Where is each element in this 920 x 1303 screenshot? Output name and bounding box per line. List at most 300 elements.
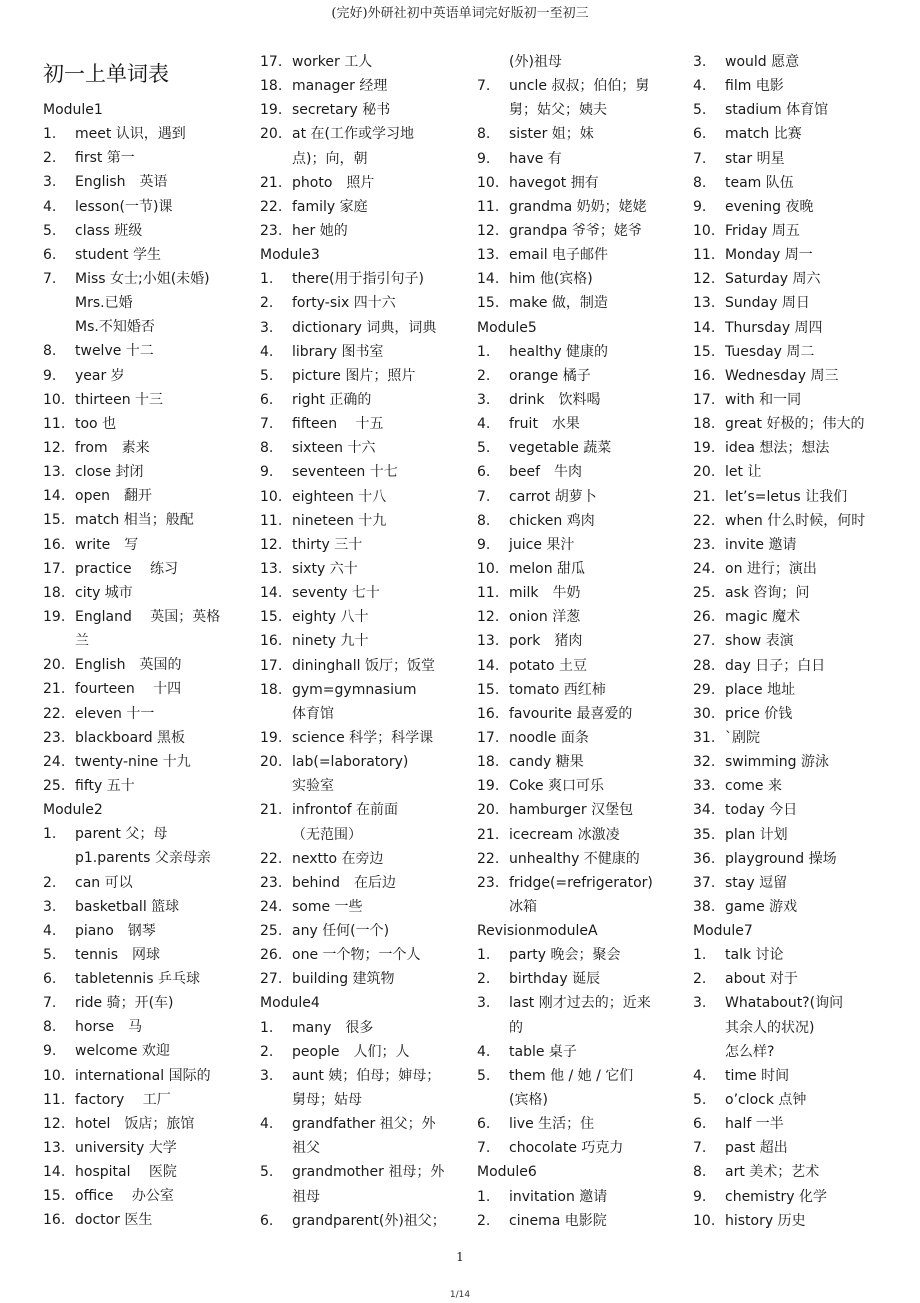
- vocab-item: [693, 702, 883, 726]
- vocab-number: 9.: [43, 1043, 57, 1060]
- vocab-text: time 时间: [725, 1067, 790, 1084]
- vocab-number: 37.: [693, 874, 716, 891]
- vocab-number: 32.: [693, 754, 716, 771]
- vocab-item: [43, 822, 233, 846]
- vocab-item: [260, 412, 450, 436]
- vocab-text: seventy 七十: [292, 585, 380, 602]
- vocab-text: 点)；向，朝: [292, 150, 368, 167]
- vocab-item: [477, 436, 667, 460]
- vocab-item: [477, 460, 667, 484]
- vocab-text: would 愿意: [725, 54, 800, 70]
- vocab-item: [43, 146, 233, 170]
- module-heading-text: Module5: [477, 319, 537, 336]
- vocab-text: past 超出: [725, 1140, 788, 1157]
- vocab-item: [693, 219, 883, 243]
- vocab-text: eighteen 十八: [292, 488, 387, 505]
- vocab-text: building 建筑物: [292, 971, 395, 988]
- vocab-number: 2.: [693, 971, 707, 988]
- vocab-item: [43, 267, 233, 291]
- vocab-item: [693, 460, 883, 484]
- vocab-item: [477, 243, 667, 267]
- vocab-item: [693, 291, 883, 315]
- vocab-item: [260, 1064, 450, 1088]
- vocab-item: [477, 219, 667, 243]
- vocab-item: [693, 654, 883, 678]
- vocab-continuation: [260, 147, 450, 171]
- vocab-number: 5.: [43, 946, 57, 963]
- vocab-number: 4.: [477, 416, 491, 433]
- vocab-number: 23.: [260, 874, 283, 891]
- vocab-number: 5.: [260, 367, 274, 384]
- vocab-continuation: [477, 1088, 667, 1112]
- vocab-item: [260, 750, 450, 774]
- vocab-text: invite 邀请: [725, 536, 797, 553]
- vocab-text: Ms.不知婚否: [75, 319, 155, 336]
- vocab-number: 12.: [260, 536, 283, 553]
- vocab-item: [693, 364, 883, 388]
- vocab-item: [693, 340, 883, 364]
- vocab-text: ride 骑；开(车): [75, 995, 174, 1012]
- vocab-text: manager 经理: [292, 78, 388, 95]
- vocab-item: [43, 388, 233, 412]
- vocab-item: [43, 895, 233, 919]
- vocab-item: [43, 122, 233, 146]
- vocab-text: science 科学；科学课: [292, 729, 434, 746]
- vocab-number: 23.: [477, 874, 500, 891]
- vocab-text: team 队伍: [725, 174, 794, 191]
- vocab-item: [477, 533, 667, 557]
- vocab-number: 13.: [693, 295, 716, 312]
- vocab-item: [477, 871, 667, 895]
- vocab-text: party 晚会；聚会: [509, 947, 621, 964]
- vocab-item: [477, 364, 667, 388]
- vocab-text: 兰: [75, 633, 89, 650]
- vocab-item: [693, 895, 883, 919]
- vocab-number: 18.: [43, 584, 66, 601]
- vocab-item: [693, 509, 883, 533]
- vocab-text: there(用于指引句子): [292, 271, 424, 288]
- vocab-number: 3.: [477, 391, 491, 408]
- vocab-item: [43, 677, 233, 701]
- vocab-continuation: [43, 846, 233, 870]
- vocab-number: 2.: [260, 1043, 274, 1060]
- vocab-text: any 任何(一个): [292, 923, 390, 940]
- vocab-number: 25.: [693, 585, 716, 602]
- vocab-item: [693, 1185, 883, 1209]
- vocab-item: [260, 509, 450, 533]
- vocab-continuation: [260, 1136, 450, 1160]
- vocab-item: [260, 678, 450, 702]
- vocab-number: 5.: [477, 1067, 491, 1084]
- vocab-number: 22.: [477, 850, 500, 867]
- vocab-number: 7.: [693, 150, 707, 167]
- vocab-number: 12.: [693, 271, 716, 288]
- vocab-number: 14.: [43, 1164, 66, 1181]
- vocab-item: [693, 533, 883, 557]
- vocab-text: stadium 体育馆: [725, 102, 829, 119]
- vocab-number: 5.: [260, 1164, 274, 1181]
- vocab-number: 17.: [477, 729, 500, 746]
- vocab-item: [693, 171, 883, 195]
- vocab-continuation: [693, 1016, 883, 1040]
- vocab-number: 16.: [43, 1212, 66, 1229]
- vocab-text: write 写: [75, 536, 139, 553]
- vocab-number: 14.: [693, 319, 716, 336]
- vocab-text: factory 工厂: [75, 1091, 171, 1108]
- vocab-number: 11.: [43, 415, 66, 432]
- vocab-item: [260, 340, 450, 364]
- vocab-item: [43, 412, 233, 436]
- vocab-item: [43, 1208, 233, 1232]
- vocab-number: 24.: [693, 560, 716, 577]
- vocab-text: dininghall 饭厅；饭堂: [292, 657, 435, 674]
- vocab-number: 18.: [477, 754, 500, 771]
- vocab-number: 2.: [477, 1212, 491, 1229]
- vocab-item: [43, 581, 233, 605]
- vocab-item: [693, 1064, 883, 1088]
- vocab-text: icecream 冰激凌: [509, 826, 620, 843]
- vocab-text: history 历史: [725, 1212, 806, 1229]
- vocab-continuation: [43, 629, 233, 653]
- vocab-item: [477, 991, 667, 1015]
- vocab-item: [477, 581, 667, 605]
- vocab-text: right 正确的: [292, 391, 372, 408]
- vocab-number: 35.: [693, 826, 716, 843]
- module-heading-text: Module3: [260, 247, 320, 264]
- vocab-text: talk 讨论: [725, 947, 784, 964]
- vocab-text: Miss 女士;小姐(未婚): [75, 270, 210, 287]
- vocab-number: 6.: [477, 1116, 491, 1133]
- vocab-text: swimming 游泳: [725, 754, 830, 771]
- vocab-item: [693, 316, 883, 340]
- vocab-item: [260, 605, 450, 629]
- vocab-text: lab(=laboratory): [292, 754, 409, 771]
- vocab-item: [693, 243, 883, 267]
- vocab-item: [477, 1209, 667, 1233]
- module-heading: [43, 798, 233, 822]
- vocab-number: 21.: [260, 174, 283, 191]
- page-number: 1: [456, 1250, 464, 1264]
- vocab-text: vegetable 蔬菜: [509, 440, 612, 457]
- vocab-number: 5.: [477, 440, 491, 457]
- vocab-number: 22.: [260, 850, 283, 867]
- vocab-item: [43, 1064, 233, 1088]
- vocab-text: `剧院: [725, 729, 760, 746]
- vocab-number: 8.: [477, 126, 491, 143]
- vocab-number: 24.: [43, 753, 66, 770]
- vocab-number: 7.: [477, 1140, 491, 1157]
- vocab-item: [43, 243, 233, 267]
- vocab-text: them 他 / 她 / 它们: [509, 1067, 634, 1084]
- vocab-item: [260, 943, 450, 967]
- vocab-text: healthy 健康的: [509, 343, 609, 360]
- vocab-item: [693, 991, 883, 1015]
- vocab-text: half 一半: [725, 1116, 784, 1133]
- vocab-number: 12.: [43, 1115, 66, 1132]
- vocab-continuation: [260, 702, 450, 726]
- vocab-item: [693, 943, 883, 967]
- vocab-number: 15.: [43, 512, 66, 529]
- vocab-text: nextto 在旁边: [292, 850, 384, 867]
- vocab-number: 3.: [43, 898, 57, 915]
- vocab-number: 20.: [260, 126, 283, 143]
- vocab-text: p1.parents 父亲母亲: [75, 850, 211, 867]
- vocab-item: [477, 967, 667, 991]
- vocab-number: 7.: [43, 995, 57, 1012]
- vocab-number: 1.: [260, 271, 274, 288]
- vocab-text: 舅；姑父；姨夫: [509, 102, 607, 119]
- vocab-text: city 城市: [75, 584, 133, 601]
- vocab-text: nineteen 十九: [292, 512, 387, 529]
- vocab-text: stay 逗留: [725, 874, 788, 891]
- vocab-number: 26.: [693, 609, 716, 626]
- vocab-number: 6.: [43, 971, 57, 988]
- vocab-text: beef 牛肉: [509, 464, 583, 481]
- vocab-item: [43, 726, 233, 750]
- vocab-number: 9.: [477, 150, 491, 167]
- vocab-item: [477, 1040, 667, 1064]
- vocab-number: 38.: [693, 898, 716, 915]
- vocab-item: [43, 1015, 233, 1039]
- vocab-number: 10.: [693, 1212, 716, 1229]
- vocab-item: [693, 122, 883, 146]
- vocab-number: 7.: [43, 270, 57, 287]
- vocab-text: twelve 十二: [75, 343, 154, 360]
- vocab-number: 8.: [477, 512, 491, 529]
- vocab-number: 4.: [43, 198, 57, 215]
- vocab-number: 1.: [693, 947, 707, 964]
- vocab-number: 6.: [260, 1212, 274, 1229]
- vocab-item: [43, 1160, 233, 1184]
- vocab-number: 33.: [693, 778, 716, 795]
- vocab-item: [477, 509, 667, 533]
- vocab-number: 25.: [43, 777, 66, 794]
- vocab-text: o’clock 点钟: [725, 1092, 807, 1109]
- vocab-text: Wednesday 周三: [725, 367, 839, 384]
- vocab-text: university 大学: [75, 1140, 177, 1157]
- vocab-text: one 一个物；一个人: [292, 947, 421, 964]
- vocab-text: England 英国；英格: [75, 608, 221, 625]
- vocab-text: （无范围）: [292, 826, 362, 843]
- vocab-item: [477, 654, 667, 678]
- vocab-item: [477, 798, 667, 822]
- vocab-item: [693, 1160, 883, 1184]
- vocab-item: [693, 605, 883, 629]
- vocab-number: 8.: [43, 343, 57, 360]
- vocab-text: drink 饮料喝: [509, 391, 601, 408]
- vocab-text: (外)祖母: [509, 54, 562, 70]
- vocab-number: 17.: [260, 657, 283, 674]
- vocab-text: fourteen 十四: [75, 681, 182, 698]
- vocab-number: 7.: [477, 488, 491, 505]
- vocab-item: [693, 871, 883, 895]
- vocab-text: her 她的: [292, 222, 348, 239]
- vocab-item: [43, 557, 233, 581]
- vocab-text: Sunday 周日: [725, 295, 810, 312]
- vocab-text: photo 照片: [292, 174, 375, 191]
- vocab-item: [43, 991, 233, 1015]
- vocab-text: forty-six 四十六: [292, 295, 396, 312]
- vocab-text: Monday 周一: [725, 247, 813, 264]
- vocab-item: [477, 267, 667, 291]
- vocab-number: 4.: [693, 78, 707, 95]
- vocab-text: when 什么时候，何时: [725, 512, 866, 529]
- vocab-number: 19.: [693, 440, 716, 457]
- vocab-text: about 对于: [725, 971, 798, 988]
- vocab-text: 祖母: [292, 1188, 320, 1205]
- vocab-number: 15.: [43, 1188, 66, 1205]
- vocab-item: [260, 726, 450, 750]
- vocab-text: year 岁: [75, 367, 125, 384]
- vocab-number: 13.: [260, 560, 283, 577]
- vocab-text: invitation 邀请: [509, 1188, 608, 1205]
- vocab-number: 16.: [43, 536, 66, 553]
- vocab-number: 4.: [43, 922, 57, 939]
- vocab-text: today 今日: [725, 802, 798, 819]
- vocab-number: 13.: [477, 633, 500, 650]
- vocab-text: chocolate 巧克力: [509, 1140, 624, 1157]
- vocab-item: [477, 774, 667, 798]
- vocab-item: [477, 702, 667, 726]
- vocab-number: 11.: [477, 585, 500, 602]
- vocab-continuation: [43, 315, 233, 339]
- vocab-number: 29.: [693, 681, 716, 698]
- vocab-number: 7.: [477, 78, 491, 95]
- vocab-item: [477, 340, 667, 364]
- vocab-number: 26.: [260, 947, 283, 964]
- vocab-number: 12.: [43, 439, 66, 456]
- vocab-text: 的: [509, 1019, 523, 1036]
- vocab-text: can 可以: [75, 874, 133, 891]
- vocab-number: 13.: [477, 247, 500, 264]
- module-heading-text: Module4: [260, 995, 320, 1012]
- vocab-item: [693, 1088, 883, 1112]
- vocab-item: [43, 460, 233, 484]
- vocab-item: [260, 195, 450, 219]
- module-heading: [477, 919, 667, 943]
- vocab-text: chicken 鸡肉: [509, 512, 595, 529]
- vocab-text: family 家庭: [292, 198, 368, 215]
- vocab-item: [260, 436, 450, 460]
- vocab-text: parent 父；母: [75, 826, 168, 843]
- vocab-item: [43, 508, 233, 532]
- vocab-number: 21.: [260, 802, 283, 819]
- vocab-item: [477, 678, 667, 702]
- vocab-text: cinema 电影院: [509, 1212, 607, 1229]
- vocab-text: birthday 诞辰: [509, 971, 601, 988]
- vocab-number: 3.: [43, 174, 57, 191]
- vocab-text: 实验室: [292, 778, 334, 795]
- vocab-number: 20.: [43, 657, 66, 674]
- vocab-number: 25.: [260, 923, 283, 940]
- vocab-number: 14.: [477, 657, 500, 674]
- vocab-item: [43, 533, 233, 557]
- vocab-item: [43, 195, 233, 219]
- vocab-number: 9.: [43, 367, 57, 384]
- vocab-text: too 也: [75, 415, 117, 432]
- vocab-text: price 价钱: [725, 705, 793, 722]
- vocab-item: [477, 750, 667, 774]
- vocab-item: [693, 195, 883, 219]
- vocab-text: piano 钢琴: [75, 922, 156, 939]
- vocab-continuation: [477, 895, 667, 919]
- vocab-item: [693, 774, 883, 798]
- vocab-number: 1.: [260, 1019, 274, 1036]
- vocab-text: pork 猪肉: [509, 633, 583, 650]
- vocab-text: horse 马: [75, 1019, 143, 1036]
- vocab-text: practice 练习: [75, 560, 179, 577]
- column-2: [260, 50, 450, 1233]
- vocab-text: juice 果汁: [509, 536, 575, 553]
- vocab-number: 28.: [693, 657, 716, 674]
- vocab-item: [43, 750, 233, 774]
- vocab-text: gym=gymnasium: [292, 681, 417, 698]
- vocab-item: [477, 943, 667, 967]
- vocab-number: 19.: [477, 778, 500, 795]
- vocab-text: sister 姐；妹: [509, 126, 594, 143]
- vocab-number: 16.: [260, 633, 283, 650]
- vocab-number: 1.: [43, 126, 57, 143]
- vocab-text: open 翻开: [75, 488, 152, 505]
- vocab-item: [260, 533, 450, 557]
- vocab-text: on 进行；演出: [725, 560, 817, 577]
- module-heading: [477, 1160, 667, 1184]
- vocab-number: 21.: [693, 488, 716, 505]
- vocab-text: Friday 周五: [725, 222, 800, 239]
- vocab-item: [260, 895, 450, 919]
- vocab-number: 34.: [693, 802, 716, 819]
- vocab-item: [43, 943, 233, 967]
- vocab-item: [477, 1185, 667, 1209]
- vocab-item: [43, 702, 233, 726]
- vocab-item: [477, 847, 667, 871]
- vocab-number: 23.: [43, 729, 66, 746]
- vocab-text: 冰箱: [509, 898, 537, 915]
- vocab-text: behind 在后边: [292, 874, 397, 891]
- vocab-item: [260, 629, 450, 653]
- vocab-text: day 日子；白日: [725, 657, 826, 674]
- vocab-continuation: [43, 291, 233, 315]
- vocab-text: Mrs.已婚: [75, 295, 133, 312]
- vocab-text: secretary 秘书: [292, 102, 391, 119]
- vocab-text: from 素来: [75, 439, 150, 456]
- vocab-item: [260, 460, 450, 484]
- vocab-item: [43, 1112, 233, 1136]
- vocab-item: [477, 195, 667, 219]
- vocab-text: film 电影: [725, 78, 784, 95]
- vocab-item: [260, 122, 450, 146]
- vocab-item: [693, 98, 883, 122]
- vocab-number: 1.: [477, 343, 491, 360]
- vocab-text: grandfather 祖父；外: [292, 1116, 436, 1133]
- vocab-continuation: [477, 98, 667, 122]
- vocab-text: infrontof 在前面: [292, 802, 399, 819]
- column-4: [693, 50, 883, 1233]
- vocab-continuation: [260, 823, 450, 847]
- vocab-text: favourite 最喜爱的: [509, 705, 633, 722]
- vocab-number: 20.: [260, 754, 283, 771]
- vocab-item: [43, 919, 233, 943]
- vocab-text: 体育馆: [292, 705, 334, 722]
- vocab-number: 27.: [693, 633, 716, 650]
- vocab-text: onion 洋葱: [509, 609, 581, 626]
- vocab-number: 15.: [477, 681, 500, 698]
- vocab-item: [693, 823, 883, 847]
- module-heading: [43, 98, 233, 122]
- vocab-continuation: [260, 1088, 450, 1112]
- vocab-number: 22.: [43, 705, 66, 722]
- vocab-item: [477, 1136, 667, 1160]
